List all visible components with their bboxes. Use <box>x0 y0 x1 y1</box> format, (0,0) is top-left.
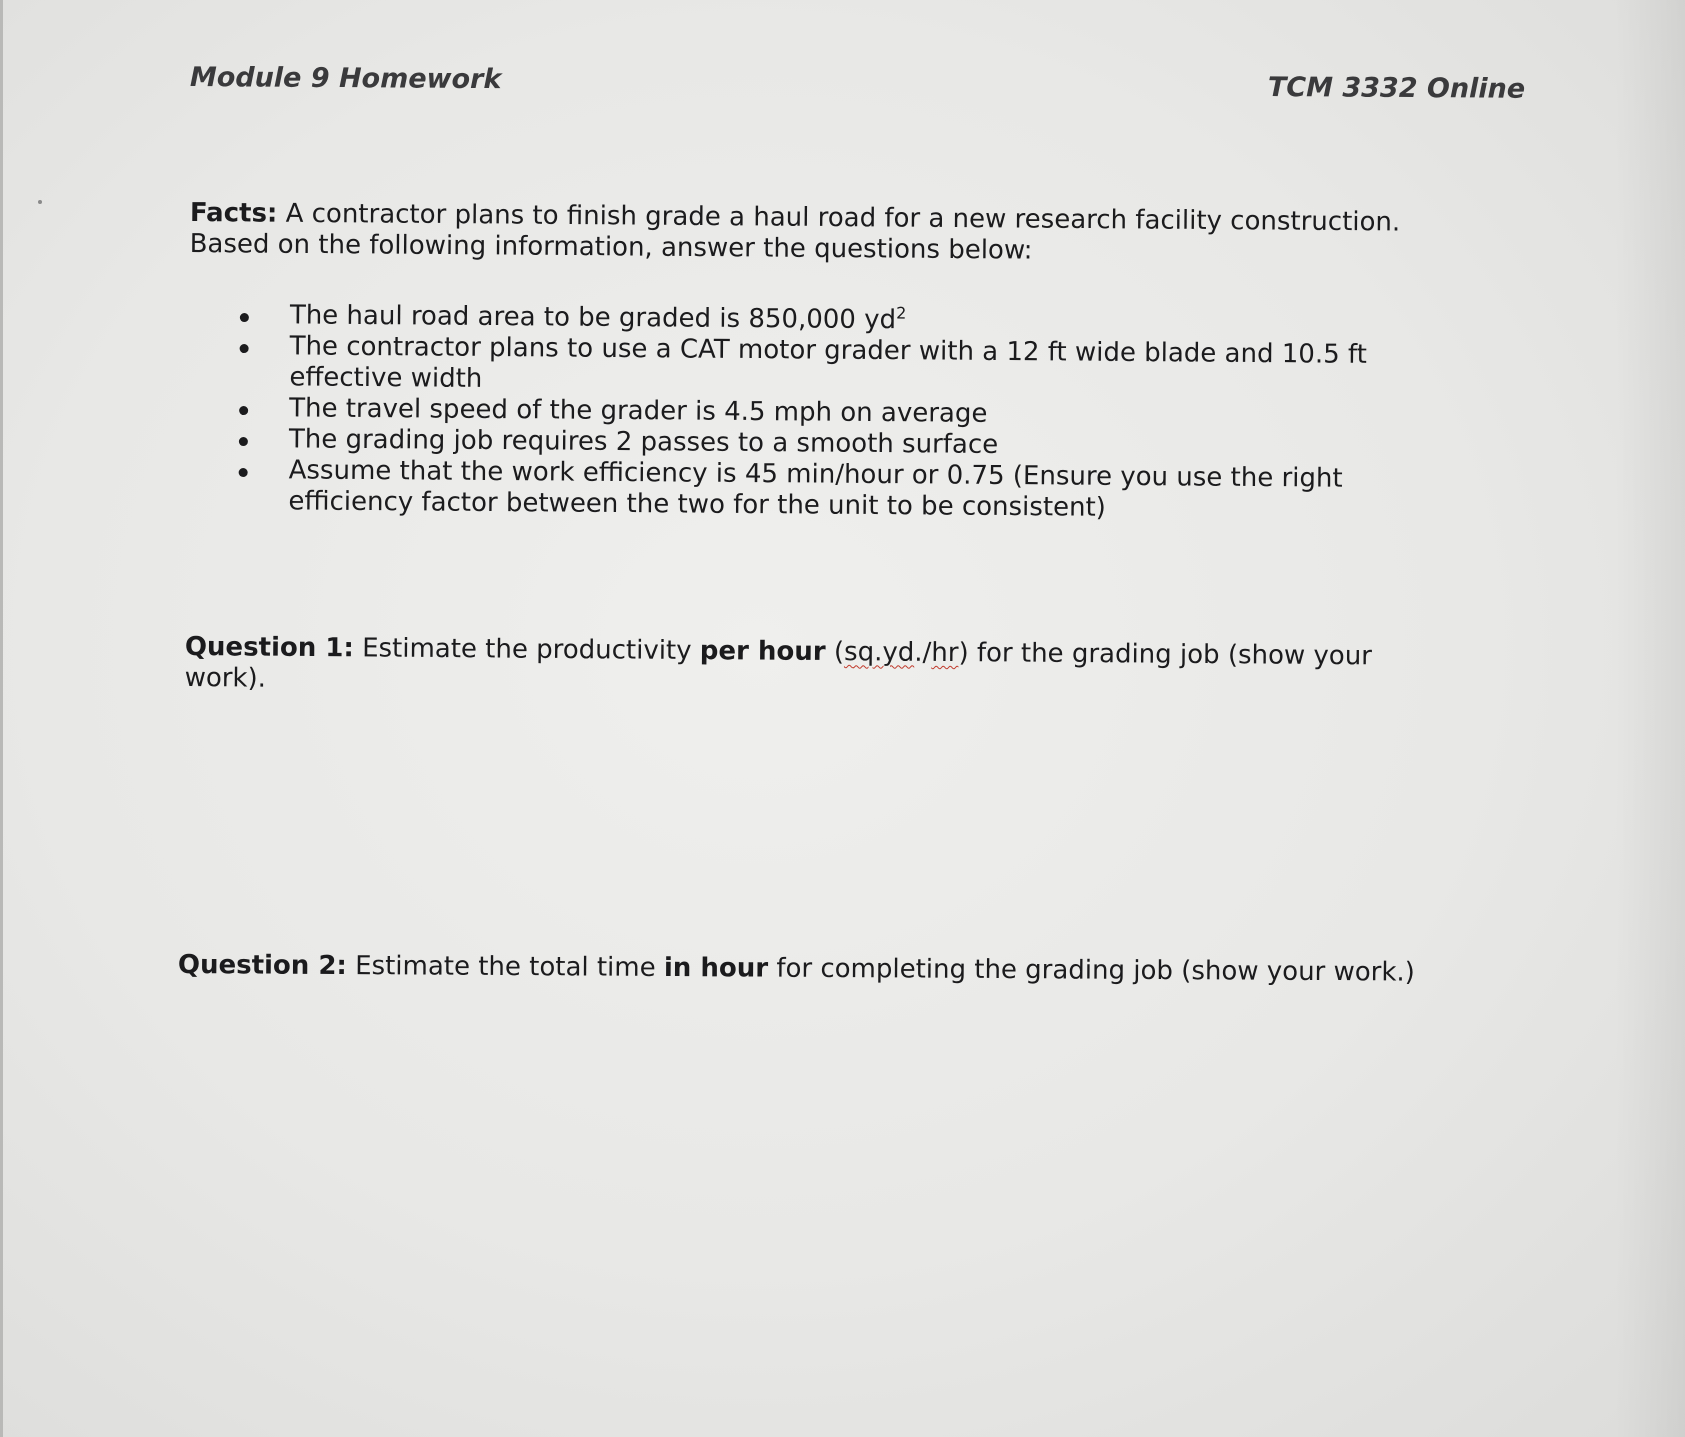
question-1-unit-b: hr <box>931 637 959 669</box>
paper-right-shadow <box>1615 0 1685 1437</box>
facts-bullet-list <box>238 300 1420 526</box>
bullet-passes-text: The grading job requires 2 passes to a smooth surface <box>288 424 999 460</box>
question-1-paren-close: ) <box>958 638 969 669</box>
bullet-grader-text: The contractor plans to use a CAT motor grader with a 12 ft wide blade and 10.5 ft effective width <box>289 331 1367 394</box>
question-2-text-b: for completing the grading job (show your work.) <box>776 953 1415 988</box>
question-1-bold: per hour <box>699 636 826 668</box>
question-1-label: Question 1: <box>184 632 354 664</box>
header-course-title: TCM 3332 Online <box>1267 72 1526 105</box>
bullet-area-superscript: 2 <box>896 303 907 323</box>
question-1-text-b: for the grading job (show your work). <box>184 638 1373 694</box>
header-module-title: Module 9 Homework <box>189 62 502 96</box>
paper-left-edge <box>0 0 3 1437</box>
question-1-unit <box>834 637 969 668</box>
bullet-dot-icon <box>240 344 249 353</box>
question-2-bold: in hour <box>663 952 769 984</box>
question-2-label: Question 2: <box>177 950 347 982</box>
bullet-dot-icon <box>239 437 248 446</box>
paper-speck <box>38 200 42 204</box>
bullet-item-efficiency <box>238 455 1418 526</box>
facts-label: Facts: <box>189 198 278 229</box>
bullet-item-grader <box>239 331 1419 402</box>
bullet-area-text: The haul road area to be graded is 850,000 yd <box>289 300 897 336</box>
facts-text: A contractor plans to finish grade a haul road for a new research facility construction. Based on the following information, answer the questions below: <box>189 198 1401 266</box>
bullet-speed-text: The travel speed of the grader is 4.5 mph on average <box>289 393 988 429</box>
question-2-text-a: Estimate the total time <box>355 951 656 983</box>
bullet-dot-icon <box>239 468 248 477</box>
bullet-efficiency-text: Assume that the work efficiency is 45 min/hour or 0.75 (Ensure you use the right efficiency factor between the two for the unit to be consistent) <box>288 455 1343 523</box>
bullet-dot-icon <box>239 406 248 415</box>
question-1 <box>185 632 1445 704</box>
facts-paragraph <box>190 198 1450 270</box>
question-1-paren-open: ( <box>833 637 845 668</box>
bullet-dot-icon <box>240 313 249 322</box>
question-1-unit-sep: ./ <box>914 637 932 668</box>
question-1-text-a: Estimate the productivity <box>362 633 692 666</box>
question-1-unit-a: sq.yd <box>843 637 915 668</box>
